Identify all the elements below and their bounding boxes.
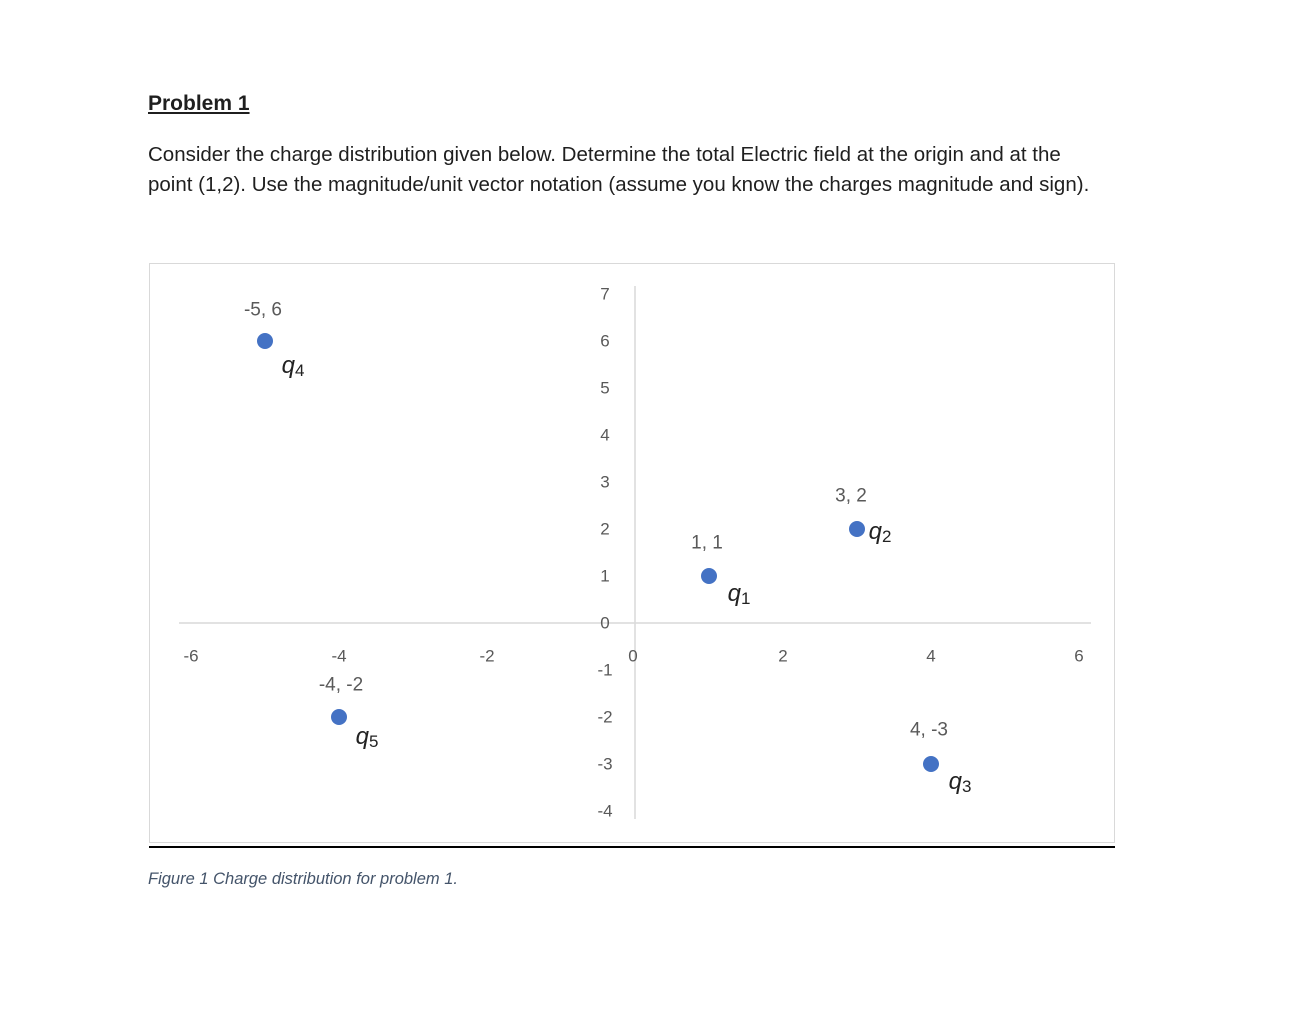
data-point-q1 bbox=[701, 568, 717, 584]
y-tick-label: -2 bbox=[597, 707, 613, 727]
y-tick-label: 0 bbox=[600, 613, 610, 633]
data-point-q2 bbox=[849, 521, 865, 537]
x-tick-label: 6 bbox=[1074, 646, 1084, 666]
charge-label-q2: $q_2$ bbox=[868, 517, 892, 546]
charge-distribution-chart bbox=[150, 264, 1116, 844]
y-tick-label: -1 bbox=[597, 660, 613, 680]
data-label-q4: -5, 6 bbox=[243, 299, 283, 321]
problem-statement bbox=[148, 140, 1158, 200]
y-tick-label: 6 bbox=[600, 331, 610, 351]
x-tick-label: -4 bbox=[331, 646, 347, 666]
x-tick-label: 0 bbox=[628, 646, 638, 666]
figure-bottom-rule bbox=[149, 846, 1115, 848]
y-tick-label: 4 bbox=[600, 425, 610, 445]
problem-title: Problem 1 bbox=[148, 92, 250, 115]
data-point-q4 bbox=[257, 333, 273, 349]
charge-label-q5: $q_5$ bbox=[355, 722, 379, 751]
y-tick-label: -4 bbox=[597, 801, 613, 821]
figure-caption: Figure 1 Charge distribution for problem 1. bbox=[148, 870, 458, 888]
x-tick-label: 4 bbox=[926, 646, 936, 666]
y-tick-label: 7 bbox=[600, 284, 610, 304]
data-point-q5 bbox=[331, 709, 347, 725]
y-tick-label: 5 bbox=[600, 378, 610, 398]
y-tick-label: 1 bbox=[600, 566, 610, 586]
y-tick-label: 2 bbox=[600, 519, 610, 539]
charge-label-q3: $q_3$ bbox=[948, 767, 972, 796]
x-tick-label: -2 bbox=[479, 646, 495, 666]
y-tick-label: 3 bbox=[600, 472, 610, 492]
charge-label-q4: $q_4$ bbox=[281, 351, 305, 380]
chart-area bbox=[149, 263, 1115, 843]
y-tick-label: -3 bbox=[597, 754, 613, 774]
problem-statement-line-1: Consider the charge distribution given below. Determine the total Electric field at the origin and at the bbox=[148, 143, 1061, 166]
data-point-q3 bbox=[923, 756, 939, 772]
data-label-q3: 4, -3 bbox=[909, 719, 949, 741]
data-label-q2: 3, 2 bbox=[835, 485, 867, 507]
charge-label-q1: $q_1$ bbox=[727, 579, 751, 608]
data-label-q5: -4, -2 bbox=[318, 674, 364, 696]
x-tick-label: -6 bbox=[183, 646, 199, 666]
problem-statement-line-2: point (1,2). Use the magnitude/unit vector notation (assume you know the charges magnitude and sign). bbox=[148, 173, 1090, 196]
data-label-q1: 1, 1 bbox=[691, 532, 723, 554]
x-tick-label: 2 bbox=[778, 646, 788, 666]
